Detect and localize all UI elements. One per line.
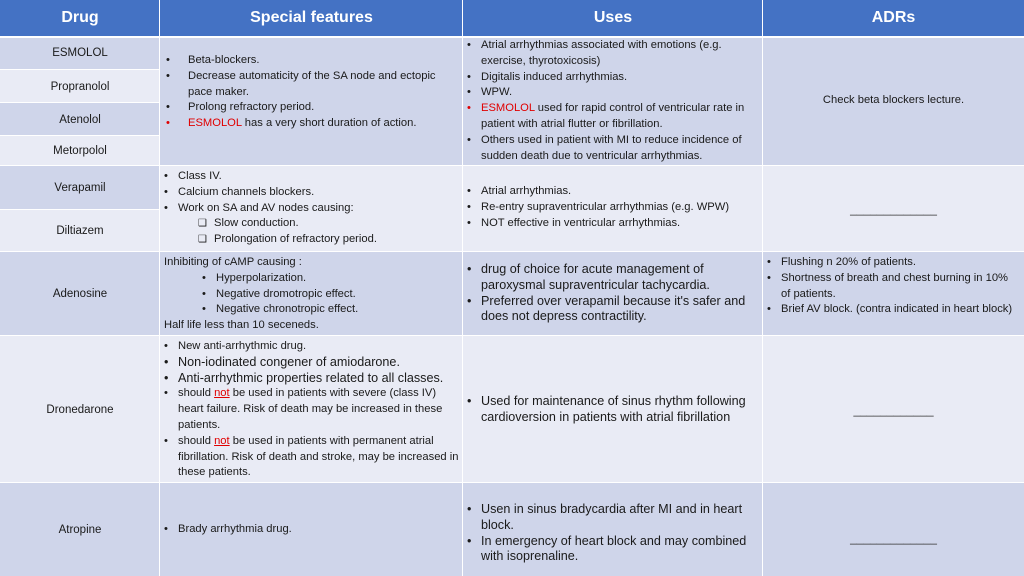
- adenosine-adr-item: • Flushing n 20% of patients.: [765, 255, 1020, 271]
- drug-verapamil: Verapamil: [0, 166, 160, 210]
- header-special-features: Special features: [160, 0, 463, 36]
- atropine-uses: [463, 483, 763, 576]
- ccb-special-item: • Class IV.: [162, 169, 459, 185]
- ccb-use-item: • NOT effective in ventricular arrhythmias.: [465, 216, 759, 232]
- grid-line: [0, 482, 1024, 483]
- beta-use-item: • ESMOLOL used for rapid control of ventricular rate in patient with atrial flutter or fibrillation.: [465, 101, 759, 133]
- ccb-use-item: • Re-entry supraventricular arrhythmias (e.g. WPW): [465, 200, 759, 216]
- grid-line: [159, 0, 160, 576]
- ccb-adrs: _____________: [763, 166, 1024, 252]
- ccb-special-subitem: ❑ Prolongation of refractory period.: [162, 232, 459, 248]
- beta-use-item: • Others used in patient with MI to reduce incidence of sudden death due to ventricular arrhythmias.: [465, 133, 759, 165]
- beta-special-features: [160, 36, 463, 166]
- adenosine-adrs: [763, 252, 1024, 336]
- grid-line: [762, 0, 763, 576]
- atropine-special-features: [160, 483, 463, 576]
- adenosine-special-features: [160, 252, 463, 336]
- atropine-special-item: • Brady arrhythmia drug.: [162, 522, 459, 538]
- beta-uses: [463, 36, 763, 166]
- beta-special-item: • Beta-blockers.: [162, 53, 459, 69]
- grid-line: [0, 165, 1024, 166]
- dronedarone-special-item: • Anti-arrhythmic properties related to all classes.: [162, 371, 459, 387]
- ccb-special-features: [160, 166, 463, 252]
- adenosine-special-outro: Half life less than 10 seceneds.: [164, 319, 319, 332]
- atropine-use-item: • Usen in sinus bradycardia after MI and in heart block.: [465, 502, 759, 534]
- grid-line: [0, 251, 1024, 252]
- ccb-use-item: • Atrial arrhythmias.: [465, 184, 759, 200]
- grid-line: [0, 135, 160, 136]
- header-drug: Drug: [0, 0, 160, 36]
- drug-atenolol: Atenolol: [0, 103, 160, 136]
- grid-line: [0, 69, 160, 70]
- beta-adrs: Check beta blockers lecture.: [763, 36, 1024, 166]
- beta-use-item: • Atrial arrhythmias associated with emotions (e.g. exercise, thyrotoxicosis): [465, 38, 759, 70]
- adenosine-adr-item: • Brief AV block. (contra indicated in heart block): [765, 302, 1020, 318]
- drug-atropine: Atropine: [0, 483, 160, 576]
- beta-use-item: • Digitalis induced arrhythmias.: [465, 70, 759, 86]
- dronedarone-special-item: • should not be used in patients with permanent atrial fibrillation. Risk of death and stroke, may be increased in these patients.: [162, 434, 459, 481]
- drug-esmolol: ESMOLOL: [0, 36, 160, 70]
- adenosine-use-item: • drug of choice for acute management of paroxysmal supraventricular tachycardia.: [465, 262, 759, 294]
- adenosine-uses: [463, 252, 763, 336]
- grid-line: [0, 102, 160, 103]
- dronedarone-special-features: [160, 336, 463, 483]
- beta-special-item: • Prolong refractory period.: [162, 100, 459, 116]
- grid-line: [0, 36, 1024, 38]
- dronedarone-special-item: • Non-iodinated congener of amiodarone.: [162, 355, 459, 371]
- beta-use-item: • WPW.: [465, 85, 759, 101]
- ccb-uses: [463, 166, 763, 252]
- dronedarone-adrs: ____________: [763, 336, 1024, 483]
- adenosine-use-item: • Preferred over verapamil because it's safer and does not depress contractility.: [465, 294, 759, 326]
- grid-line: [0, 209, 160, 210]
- adenosine-special-intro: Inhibiting of cAMP causing :: [164, 256, 302, 268]
- atropine-use-item: • In emergency of heart block and may combined with isoprenaline.: [465, 534, 759, 566]
- atropine-adrs: _____________: [763, 483, 1024, 576]
- adenosine-adr-item: • Shortness of breath and chest burning in 10% of patients.: [765, 271, 1020, 303]
- drug-metorpolol: Metorpolol: [0, 136, 160, 166]
- beta-special-item: • Decrease automaticity of the SA node and ectopic pace maker.: [162, 69, 459, 101]
- header-adrs: ADRs: [763, 0, 1024, 36]
- header-uses: Uses: [463, 0, 763, 36]
- beta-special-item: • ESMOLOL has a very short duration of action.: [162, 116, 459, 132]
- drug-diltiazem: Diltiazem: [0, 210, 160, 252]
- ccb-special-subitem: ❑ Slow conduction.: [162, 216, 459, 232]
- dronedarone-uses: [463, 336, 763, 483]
- dronedarone-special-item: • should not be used in patients with severe (class IV) heart failure. Risk of death may be increased in these patients.: [162, 386, 459, 433]
- dronedarone-special-item: • New anti-arrhythmic drug.: [162, 339, 459, 355]
- ccb-special-item: • Work on SA and AV nodes causing:: [162, 201, 459, 217]
- drug-propranolol: Propranolol: [0, 70, 160, 103]
- grid-line: [0, 335, 1024, 336]
- ccb-special-item: • Calcium channels blockers.: [162, 185, 459, 201]
- dronedarone-use-item: • Used for maintenance of sinus rhythm following cardioversion in patients with atrial fibrillation: [465, 394, 759, 426]
- grid-line: [462, 0, 463, 576]
- adenosine-special-item: • Negative chronotropic effect.: [164, 302, 459, 318]
- adenosine-special-item: • Negative dromotropic effect.: [164, 287, 459, 303]
- drug-adenosine: Adenosine: [0, 252, 160, 336]
- adenosine-special-item: • Hyperpolarization.: [164, 271, 459, 287]
- drug-dronedarone: Dronedarone: [0, 336, 160, 483]
